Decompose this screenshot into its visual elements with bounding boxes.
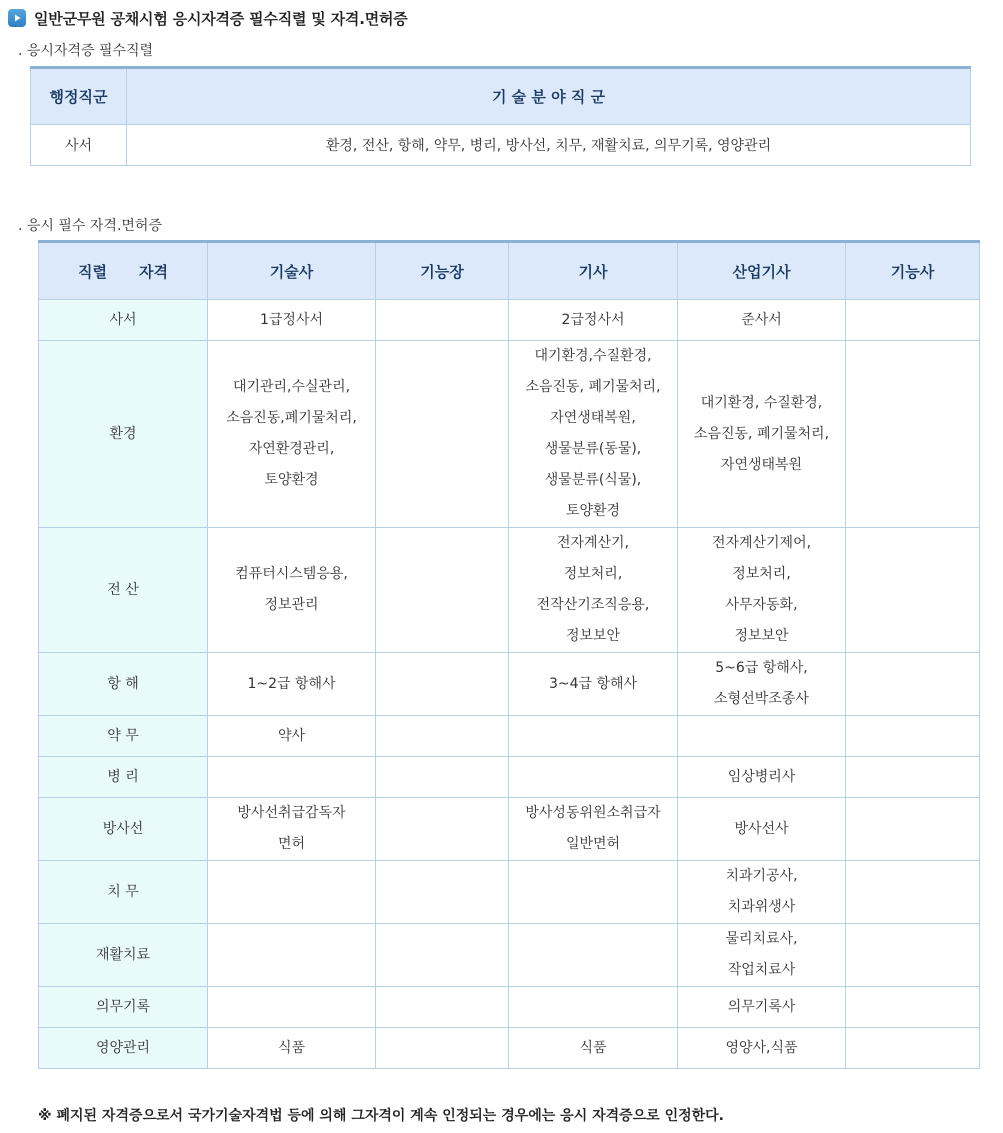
qualification-line: 자연환경관리,	[248, 441, 335, 457]
qualification-line: 컴퓨터시스템응용,	[235, 566, 348, 582]
table-row	[39, 653, 980, 716]
qualification-line: 작업치료사	[727, 962, 796, 978]
qualification-cell	[509, 528, 678, 653]
qualification-cell	[678, 861, 846, 924]
qualification-line: 3~4급 항해사	[548, 675, 638, 692]
qualification-cell	[208, 861, 376, 924]
table-row	[39, 798, 980, 861]
qualification-cell	[846, 528, 980, 653]
qualification-cell	[208, 716, 376, 757]
qualification-cell	[509, 653, 678, 716]
qualification-cell	[846, 341, 980, 528]
qualification-line: 정보보안	[734, 628, 789, 644]
table-row	[39, 861, 980, 924]
qualification-line: 1~2급 항해사	[247, 675, 336, 692]
qualification-line: 5~6급 항해사,	[715, 660, 808, 676]
job-cell: 재활치료	[39, 924, 208, 987]
job-cell: 의무기록	[39, 987, 208, 1028]
qualification-cell	[208, 757, 376, 798]
qualification-line: 치과기공사,	[725, 868, 798, 884]
table-row	[39, 528, 980, 653]
qualification-line: 전자계산기,	[556, 535, 630, 551]
qualification-line: 의무기록사	[727, 998, 796, 1015]
qualification-cell	[846, 861, 980, 924]
qualification-line: 방사성동위원소취급자	[525, 805, 661, 821]
qualification-line: 소형선박조종사	[714, 691, 809, 707]
qualification-cell	[846, 798, 980, 861]
job-cell: 사서	[39, 300, 208, 341]
job-cell: 방사선	[39, 798, 208, 861]
table-row	[39, 300, 980, 341]
section2-label: . 응시 필수 자격.면허증	[18, 218, 162, 234]
qualification-cell	[509, 1028, 678, 1069]
required-job-table	[30, 66, 971, 166]
qualification-line: 일반면허	[565, 836, 621, 852]
job-cell: 환경	[39, 341, 208, 528]
qualification-cell	[846, 757, 980, 798]
qualification-cell	[208, 653, 376, 716]
qualification-cell	[678, 653, 846, 716]
qualification-line: 전작산기조직응용,	[536, 597, 650, 613]
table1-header-row	[31, 68, 971, 125]
qualification-line: 물리치료사,	[725, 931, 798, 947]
qualification-line: 정보보안	[565, 628, 621, 644]
table2-header-col: 기술사	[208, 242, 376, 300]
qualification-cell	[208, 1028, 376, 1069]
qualification-cell	[846, 987, 980, 1028]
qualification-cell	[376, 1028, 509, 1069]
qualification-line: 정보처리,	[732, 566, 791, 582]
qualification-line: 생물분류(동물),	[544, 441, 642, 457]
qualification-cell	[208, 528, 376, 653]
qualification-cell	[846, 924, 980, 987]
qualification-line: 대기관리,수실관리,	[232, 379, 351, 395]
qualification-cell	[376, 924, 509, 987]
table2-header-col: 기능장	[376, 242, 509, 300]
table1-cell-tech: 환경, 전산, 항해, 약무, 병리, 방사선, 치무, 재활치료, 의무기록, 영양관리	[127, 125, 971, 166]
qualification-cell	[208, 341, 376, 528]
qualification-cell	[509, 716, 678, 757]
qualification-cell	[208, 798, 376, 861]
qualification-line: 준사서	[741, 311, 782, 328]
qualification-line: 토양환경	[565, 503, 621, 519]
qualification-cell	[376, 716, 509, 757]
qualification-line: 소음진동, 폐기물처리,	[525, 379, 661, 395]
qualification-cell	[678, 341, 846, 528]
section-title	[8, 6, 408, 30]
qualification-line: 임상병리사	[727, 768, 796, 785]
table2-body	[39, 300, 980, 1069]
qualification-cell	[509, 757, 678, 798]
qualification-cell	[846, 716, 980, 757]
qualification-line: 소음진동, 폐기물처리,	[693, 425, 830, 442]
header-job-label: 직렬	[78, 262, 107, 281]
qualification-line: 약사	[277, 727, 306, 744]
qualification-line: 면허	[277, 836, 306, 852]
job-cell: 약 무	[39, 716, 208, 757]
qualification-line: 정보관리	[264, 597, 319, 613]
qualification-cell	[376, 341, 509, 528]
table-row	[39, 341, 980, 528]
qualification-line: 사무자동화,	[725, 597, 798, 613]
qualification-line: 정보처리,	[563, 566, 623, 582]
table2-header-job-qual	[39, 242, 208, 300]
page-title: 일반군무원 공채시험 응시자격증 필수직렬 및 자격.면허증	[34, 9, 408, 28]
qualification-cell	[678, 798, 846, 861]
table-row	[39, 924, 980, 987]
qualification-line: 방사선취급감독자	[237, 805, 346, 821]
qualification-line: 전자계산기제어,	[711, 535, 812, 551]
qualification-cell	[678, 300, 846, 341]
section1-label: . 응시자격증 필수직렬	[18, 43, 154, 59]
qualification-line: 토양환경	[264, 472, 319, 488]
table-row	[39, 757, 980, 798]
qualification-cell	[846, 653, 980, 716]
table-row	[39, 987, 980, 1028]
play-arrow-icon	[8, 9, 26, 27]
table2-header-col: 기사	[509, 242, 678, 300]
qualification-cell	[376, 528, 509, 653]
qualification-line: 치과위생사	[727, 899, 796, 915]
qualification-line: 대기환경, 수질환경,	[700, 394, 823, 411]
qualification-line: 대기환경,수질환경,	[534, 348, 652, 364]
qualification-cell	[846, 1028, 980, 1069]
qualification-cell	[376, 861, 509, 924]
table2-header-row	[39, 242, 980, 300]
qualification-cell	[376, 300, 509, 341]
table2-header-col: 산업기사	[678, 242, 846, 300]
table-row	[39, 1028, 980, 1069]
table-row	[39, 716, 980, 757]
qualification-cell	[678, 757, 846, 798]
license-table	[38, 240, 980, 1069]
qualification-line: 식품	[277, 1039, 306, 1056]
table1-header-admin: 행정직군	[31, 68, 127, 125]
qualification-cell	[376, 653, 509, 716]
qualification-cell	[678, 924, 846, 987]
job-cell: 전 산	[39, 528, 208, 653]
qualification-cell	[376, 798, 509, 861]
qualification-cell	[208, 987, 376, 1028]
qualification-cell	[208, 924, 376, 987]
qualification-cell	[509, 300, 678, 341]
qualification-cell	[678, 528, 846, 653]
job-cell: 치 무	[39, 861, 208, 924]
qualification-line: 1급정사서	[259, 311, 323, 328]
table1-header-tech: 기 술 분 야 직 군	[127, 68, 971, 125]
qualification-cell	[208, 300, 376, 341]
qualification-cell	[509, 341, 678, 528]
qualification-line: 방사선사	[734, 820, 789, 837]
qualification-cell	[509, 987, 678, 1028]
job-cell: 영양관리	[39, 1028, 208, 1069]
qualification-cell	[678, 716, 846, 757]
qualification-line: 식품	[579, 1039, 607, 1056]
qualification-cell	[376, 987, 509, 1028]
job-cell: 항 해	[39, 653, 208, 716]
qualification-cell	[678, 987, 846, 1028]
header-qual-label: 자격	[139, 262, 168, 281]
table1-row	[31, 125, 971, 166]
job-cell: 병 리	[39, 757, 208, 798]
qualification-line: 생물분류(식물),	[544, 472, 642, 488]
footnote: ※ 폐지된 자격증으로서 국가기술자격법 등에 의해 그자격이 계속 인정되는 경우에는 응시 자격증으로 인정한다.	[38, 1108, 724, 1124]
qualification-cell	[509, 861, 678, 924]
qualification-cell	[509, 798, 678, 861]
qualification-cell	[846, 300, 980, 341]
qualification-cell	[376, 757, 509, 798]
table2-header-col: 기능사	[846, 242, 980, 300]
qualification-cell	[678, 1028, 846, 1069]
table1-cell-admin: 사서	[31, 125, 127, 166]
qualification-line: 자연생태복원,	[550, 410, 636, 426]
qualification-line: 소음진동,폐기물처리,	[226, 410, 357, 426]
qualification-line: 2급정사서	[561, 311, 625, 328]
qualification-line: 자연생태복원	[720, 456, 803, 473]
qualification-cell	[509, 924, 678, 987]
qualification-line: 영양사,식품	[725, 1039, 798, 1056]
